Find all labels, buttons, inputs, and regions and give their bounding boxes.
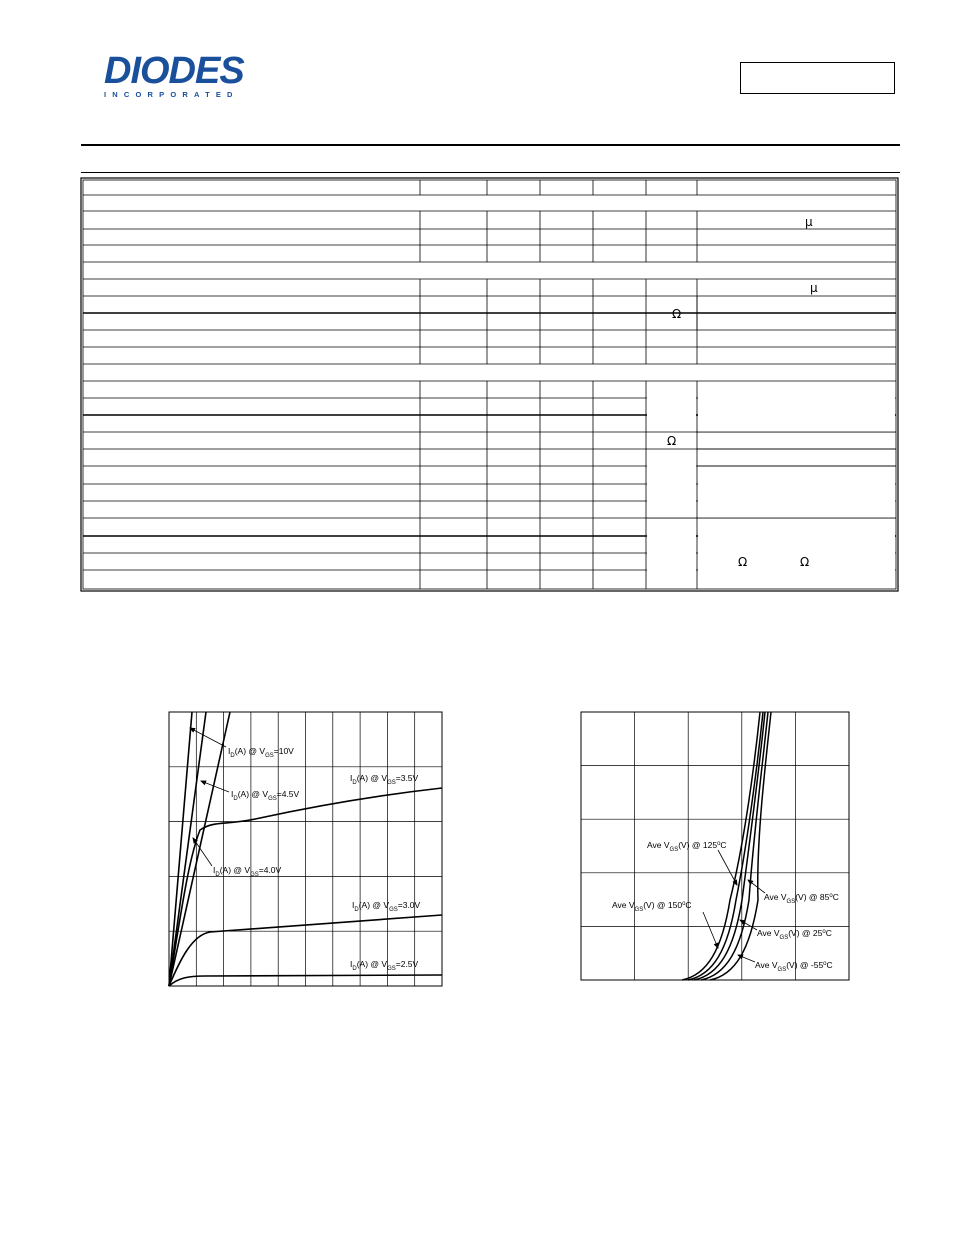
series-label-10v: $I_D(A)$ @ $V_{GS}=10V$ [228,746,294,759]
series-label-85c: Ave $V_{GS}(V)$ @ 85$^o$C [764,892,839,905]
ohm-symbol-4: Ω [800,555,810,569]
micro-symbol-1: µ [805,215,813,229]
series-label-3-5v: $I_D(A)$ @ $V_{GS}=3.5V$ [350,773,419,786]
series-label-3-0v: $I_D(A)$ @ $V_{GS}=3.0V$ [352,900,421,913]
ohm-symbol-2: Ω [667,434,677,448]
series-label-150c: Ave $V_{GS}(V)$ @ 150$^o$C [612,900,692,913]
series-label-25c: Ave $V_{GS}(V)$ @ 25$^o$C [757,928,832,941]
series-label-2-5v: $I_D(A)$ @ $V_{GS}=2.5V$ [350,959,419,972]
series-label-4-0v: $I_D(A)$ @ $V_{GS}=4.0V$ [213,865,282,878]
micro-symbol-2: µ [810,281,818,295]
series-label-4-5v: $I_D(A)$ @ $V_{GS}=4.5V$ [231,789,300,802]
series-label-125c: Ave $V_{GS}(V)$ @ 125$^o$C [647,840,727,853]
logo-text: DIODES [104,50,244,92]
ohm-symbol-1: Ω [672,307,682,321]
ohm-symbol-3: Ω [738,555,748,569]
logo-subtext: INCORPORATED [104,90,239,99]
series-label-minus55c: Ave $V_{GS}(V)$ @ -55$^o$C [755,960,833,973]
